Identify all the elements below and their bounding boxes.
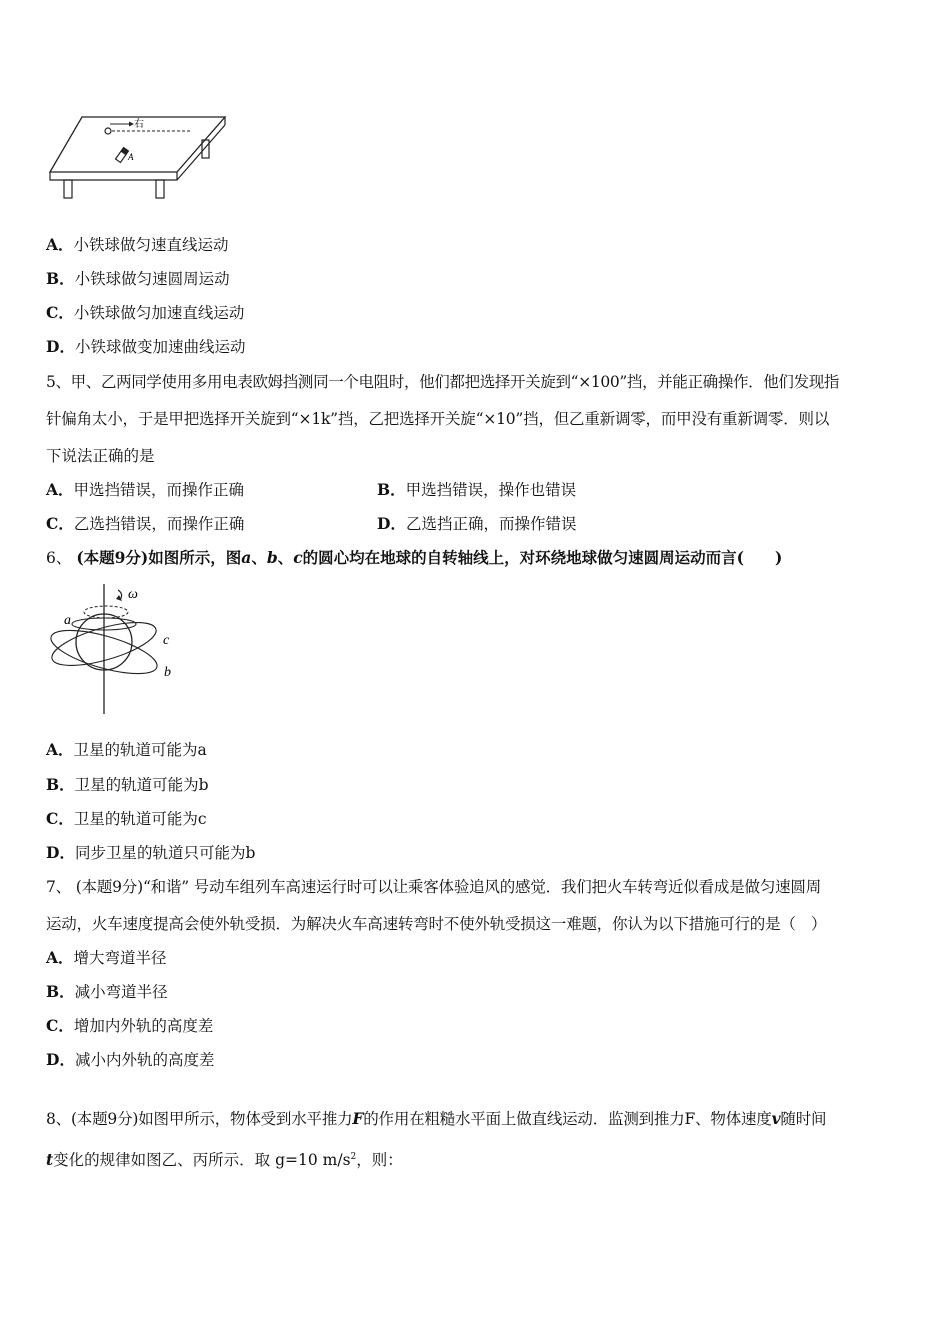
direction-label-right: 右 [134, 119, 144, 130]
q8-stem-line2: t变化的规律如图乙、丙所示．取 g=10 $m/s^2$，则： [46, 1150, 403, 1170]
q5-stem-line3: 下说法正确的是 [46, 447, 155, 465]
omega-label: ω [128, 587, 138, 602]
q5-stem-line2: 针偏角太小，于是甲把选择开关旋到“×1k”挡，乙把选择开关旋“×10”挡，但乙重新调零，而甲没有重新调零．则以 [46, 410, 830, 428]
q5-stem-line1: 5、甲、乙两同学使用多用电表欧姆挡测同一个电阻时，他们都把选择开关旋到“×100”挡，并能正确操作．他们发现指 [46, 373, 840, 391]
q4-option-c[interactable]: C．小铁球做匀加速直线运动 [46, 303, 245, 322]
earth-orbits-figure [44, 582, 184, 718]
q6-option-a[interactable]: A．卫星的轨道可能为a [46, 740, 207, 759]
iron-ball [105, 128, 111, 134]
q6-stem: 6、 (本题9分)如图所示，图a、b、c的圆心均在地球的自转轴线上，对环绕地球做匀速圆周运动而言( ) [46, 548, 783, 567]
q5-option-d[interactable]: D．乙选挡正确，而操作错误 [377, 514, 577, 533]
q7-stem-line2: 运动，火车速度提高会使外轨受损．为解决火车高速转弯时不使外轨受损这一难题，你认为以下措施可行的是（ ） [46, 915, 827, 933]
q4-option-d[interactable]: D．小铁球做变加速曲线运动 [46, 337, 246, 356]
q6-option-c[interactable]: C．卫星的轨道可能为c [46, 809, 207, 828]
q8-stem-line1: 8、(本题9分)如图甲所示，物体受到水平推力F的作用在粗糙水平面上做直线运动．监测到推力F、物体速度v随时间 [46, 1109, 827, 1128]
table-figure [44, 110, 234, 202]
rotation-ellipse [84, 606, 128, 618]
q4-option-a[interactable]: A．小铁球做匀速直线运动 [46, 235, 229, 254]
q4-option-b[interactable]: B．小铁球做匀速圆周运动 [46, 269, 230, 288]
q6-option-b[interactable]: B．卫星的轨道可能为b [46, 775, 209, 794]
q7-option-c[interactable]: C．增加内外轨的高度差 [46, 1016, 214, 1035]
q6-option-d[interactable]: D．同步卫星的轨道只可能为b [46, 843, 256, 862]
q5-option-b[interactable]: B．甲选挡错误，操作也错误 [377, 480, 577, 499]
q7-option-a[interactable]: A．增大弯道半径 [46, 948, 167, 967]
q7-option-b[interactable]: B．减小弯道半径 [46, 982, 168, 1001]
orbit-c-label: c [163, 633, 170, 648]
orbit-b-label: b [164, 665, 171, 680]
q7-stem-line1: 7、 (本题9分)“和谐” 号动车组列车高速运行时可以让乘客体验追风的感觉．我们把火车转弯近似看成是做匀速圆周 [46, 878, 822, 896]
q7-option-d[interactable]: D．减小内外轨的高度差 [46, 1050, 215, 1069]
q5-option-c[interactable]: C．乙选挡错误，而操作正确 [46, 514, 245, 533]
magnet-label: A [128, 152, 134, 162]
orbit-a-label: a [64, 613, 71, 628]
q5-option-a[interactable]: A．甲选挡错误，而操作正确 [46, 480, 245, 499]
